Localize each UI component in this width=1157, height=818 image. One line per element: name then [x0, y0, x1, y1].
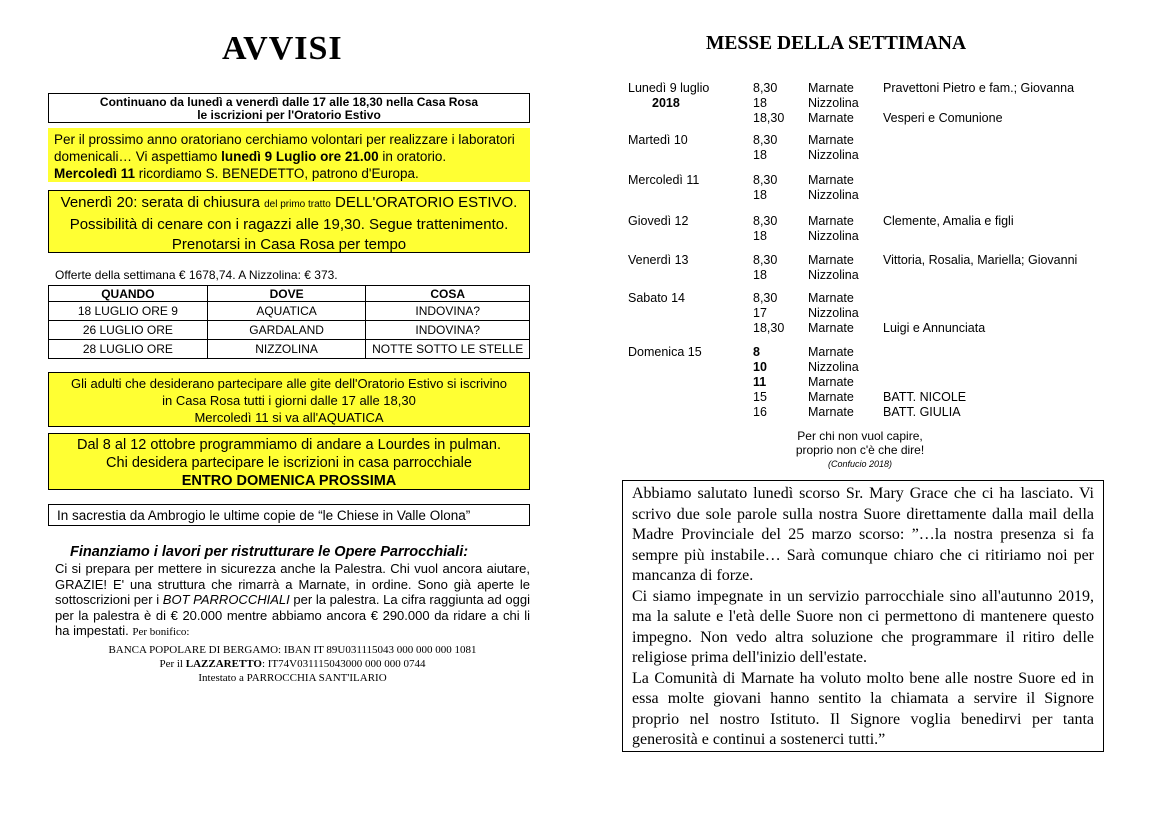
mass-day: Venerdì 13 — [628, 253, 689, 267]
quote-cite: (Confucio 2018) — [827, 459, 893, 469]
cell-cosa: INDOVINA? — [366, 321, 530, 340]
volunteers-notice — [48, 128, 530, 182]
mass-time: 8,30 — [753, 214, 778, 228]
mass-intention: BATT. NICOLE — [883, 390, 967, 404]
mass-place: Nizzolina — [808, 148, 859, 162]
mass-day: Martedì 10 — [628, 133, 688, 147]
mass-time: 11 — [753, 375, 767, 389]
mass-place: Marnate — [808, 375, 854, 389]
mass-place: Nizzolina — [808, 96, 859, 110]
financing-text-2: per la palestra. La cifra raggiunta ad oggi per la palestra è di € 20.000 mentre abbiamo ancora € 290.000 da ridare a chi li ha impestati. — [55, 592, 530, 638]
bonifico-label: Per bonifico: — [132, 626, 190, 638]
mass-year: 2018 — [652, 96, 680, 110]
table-row — [49, 321, 530, 340]
mass-time: 8,30 — [753, 253, 778, 267]
mass-time: 17 — [753, 306, 767, 320]
mass-place: Marnate — [808, 405, 854, 419]
closing-line-1 — [49, 193, 529, 215]
closing-line-3: Prenotarsi in Casa Rosa per tempo — [171, 236, 407, 253]
volunteers-paragraph — [54, 131, 524, 165]
mass-day: Mercoledì 11 — [628, 173, 700, 187]
benedetto-date: Mercoledì 11 — [54, 166, 136, 181]
mass-place: Marnate — [808, 253, 854, 267]
lourdes-notice — [48, 433, 530, 490]
bank-beneficiary: Intestato a PARROCCHIA SANT'ILARIO — [198, 672, 387, 684]
mass-place: Nizzolina — [808, 229, 859, 243]
table-row — [49, 340, 530, 359]
mass-intention: BATT. GIULIA — [883, 405, 961, 419]
mass-intention: Clemente, Amalia e figli — [883, 214, 1014, 228]
mass-place: Nizzolina — [808, 360, 859, 374]
mass-place: Nizzolina — [808, 188, 859, 202]
mass-time: 18 — [753, 268, 767, 282]
table-row — [49, 302, 530, 321]
avvisi-title: AVVISI — [222, 30, 343, 67]
header-cosa: COSA — [366, 286, 530, 302]
benedetto-paragraph — [54, 165, 524, 182]
mass-intention: Pravettoni Pietro e fam.; Giovanna — [883, 81, 1075, 95]
closing-text-b: DELL'ORATORIO ESTIVO. — [330, 194, 518, 211]
cell-cosa: INDOVINA? — [366, 302, 530, 321]
header-dove: DOVE — [207, 286, 366, 302]
mass-time: 8,30 — [753, 133, 778, 147]
closing-line-2: Possibilità di cenare con i ragazzi alle 19,30. Segue trattenimento. — [69, 216, 509, 233]
financing-text-1: Ci si prepara per mettere in sicurezza anche la Palestra. Chi vuol ancora aiutare, GRAZIE! E' una struttura che rimarrà a Marnate, in ordine. Sono già aperte le sottoscrizioni per i — [55, 561, 530, 607]
adult-line-1: Gli adulti che desiderano partecipare alle gite dell'Oratorio Estivo si iscrivino — [70, 376, 508, 391]
bank-iban-2 — [55, 658, 530, 671]
financing-body — [55, 561, 530, 641]
adult-trips-notice — [48, 372, 530, 427]
mass-day: Giovedì 12 — [628, 214, 689, 228]
mass-time: 8,30 — [753, 291, 778, 305]
volunteers-text-end: in oratorio. — [378, 149, 447, 164]
mass-place: Marnate — [808, 133, 854, 147]
mass-place: Marnate — [808, 173, 854, 187]
mass-time: 8 — [753, 345, 760, 359]
mass-place: Marnate — [808, 291, 854, 305]
mass-place: Marnate — [808, 390, 854, 404]
mass-time: 18 — [753, 229, 767, 243]
cell-quando: 28 LUGLIO ORE — [49, 340, 208, 359]
oratorio-registration-notice — [48, 93, 530, 123]
bank2-bold: LAZZARETTO — [185, 658, 262, 670]
mass-place: Nizzolina — [808, 268, 859, 282]
lourdes-line-3: ENTRO DOMENICA PROSSIMA — [181, 473, 397, 489]
lourdes-line-2: Chi desidera partecipare le iscrizioni in casa parrocchiale — [106, 455, 472, 471]
closing-evening-notice — [48, 190, 530, 253]
quote-line-2: proprio non c'è che dire! — [795, 443, 925, 457]
lourdes-line-1: Dal 8 al 12 ottobre programmiamo di andare a Lourdes in pulman. — [77, 437, 501, 453]
closing-text-a: Venerdì 20: serata di chiusura — [60, 194, 265, 211]
cell-quando: 26 LUGLIO ORE — [49, 321, 208, 340]
cell-dove: AQUATICA — [207, 302, 366, 321]
mass-time: 18 — [753, 148, 767, 162]
mass-time: 18 — [753, 188, 767, 202]
mass-time: 8,30 — [753, 81, 778, 95]
table-header-row — [49, 286, 530, 302]
cell-dove: NIZZOLINA — [207, 340, 366, 359]
confucio-quote — [760, 429, 960, 471]
mass-time: 18,30 — [753, 321, 785, 335]
mass-time: 18,30 — [753, 111, 785, 125]
meeting-date: lunedì 9 Luglio ore 21.00 — [221, 149, 379, 164]
mass-place: Marnate — [808, 214, 854, 228]
mass-place: Marnate — [808, 111, 854, 125]
trips-table — [48, 285, 530, 359]
cell-dove: GARDALAND — [207, 321, 366, 340]
mass-place: Nizzolina — [808, 306, 859, 320]
mass-time: 10 — [753, 360, 767, 374]
mass-intention: Vittoria, Rosalia, Mariella; Giovanni — [883, 253, 1078, 267]
adult-line-2: in Casa Rosa tutti i giorni dalle 17 alle 18,30 — [162, 393, 416, 408]
mass-place: Marnate — [808, 81, 854, 95]
registration-line-2: le iscrizioni per l'Oratorio Estivo — [197, 108, 381, 122]
cell-cosa: NOTTE SOTTO LE STELLE — [366, 340, 530, 359]
mass-day: Domenica 15 — [628, 345, 702, 359]
mass-time: 18 — [753, 96, 767, 110]
volunteers-text: Per il prossimo anno oratoriano cerchiamo volontari per realizzare i laboratori domenicali… Vi aspettiamo — [54, 132, 515, 164]
mass-time: 16 — [753, 405, 767, 419]
mass-place: Marnate — [808, 321, 854, 335]
registration-line-1: Continuano da lunedì a venerdì dalle 17 alle 18,30 nella Casa Rosa — [99, 95, 479, 109]
bank2-prefix: Per il — [159, 658, 186, 670]
bank-iban-1: BANCA POPOLARE DI BERGAMO: IBAN IT 89U031115043 000 000 000 1081 — [108, 644, 477, 656]
letter-paragraph: La Comunità di Marnate ha voluto molto bene alle nostre Suore ed in essa molte giovani hanno sentito la chiamata a servire il Signore proprio nel nostro Istituto. Il Signore voglia benedirvi per tanta generosità e continui a sostenerci tutti.” — [632, 669, 1094, 748]
bank2-iban: : IT74V031115043000 000 000 0744 — [261, 658, 426, 670]
header-quando: QUANDO — [49, 286, 208, 302]
cell-quando: 18 LUGLIO ORE 9 — [49, 302, 208, 321]
mass-intention: Vesperi e Comunione — [883, 111, 1003, 125]
letter-paragraph: Abbiamo salutato lunedì scorso Sr. Mary Grace che ci ha lasciato. Vi scrivo due sole parole sulla nostra Suore direttamente dalla mail della Madre Provinciale del 25 marzo scorso: ”…la nostra presenza si fa sempre più instabile… Sarà comunque chiaro che ci ritiriamo noi per mancanza di forze. — [632, 485, 1094, 584]
mass-intention: Luigi e Annunciata — [883, 321, 986, 335]
mass-day: Sabato 14 — [628, 291, 685, 305]
benedetto-text: ricordiamo S. BENEDETTO, patrono d'Europa. — [135, 166, 419, 181]
sisters-letter — [622, 480, 1104, 752]
mass-day: Lunedì 9 luglio — [628, 81, 710, 95]
financing-bot: BOT PARROCCHIALI — [162, 592, 290, 607]
financing-title: Finanziamo i lavori per ristrutturare le Opere Parrocchiali: — [70, 544, 469, 560]
mass-time: 15 — [753, 390, 767, 404]
messe-title: MESSE DELLA SETTIMANA — [706, 33, 967, 54]
quote-line-1: Per chi non vuol capire, — [797, 429, 923, 443]
mass-time: 8,30 — [753, 173, 778, 187]
closing-text-small: del primo tratto — [264, 199, 331, 210]
mass-place: Marnate — [808, 345, 854, 359]
adult-line-3: Mercoledì 11 si va all'AQUATICA — [194, 410, 384, 425]
weekly-offerings: Offerte della settimana € 1678,74. A Nizzolina: € 373. — [55, 268, 338, 282]
sacristy-notice: In sacrestia da Ambrogio le ultime copie de “le Chiese in Valle Olona” — [48, 504, 530, 526]
letter-paragraph: Ci siamo impegnate in un servizio parrocchiale sino all'autunno 2019, ma la salute e l'età delle Suore non ci permettono di mantenere questo impegno. Non vedo altra soluzione che programmare il ritiro delle religiose prima dell'inizio dell'estate. — [632, 587, 1094, 666]
